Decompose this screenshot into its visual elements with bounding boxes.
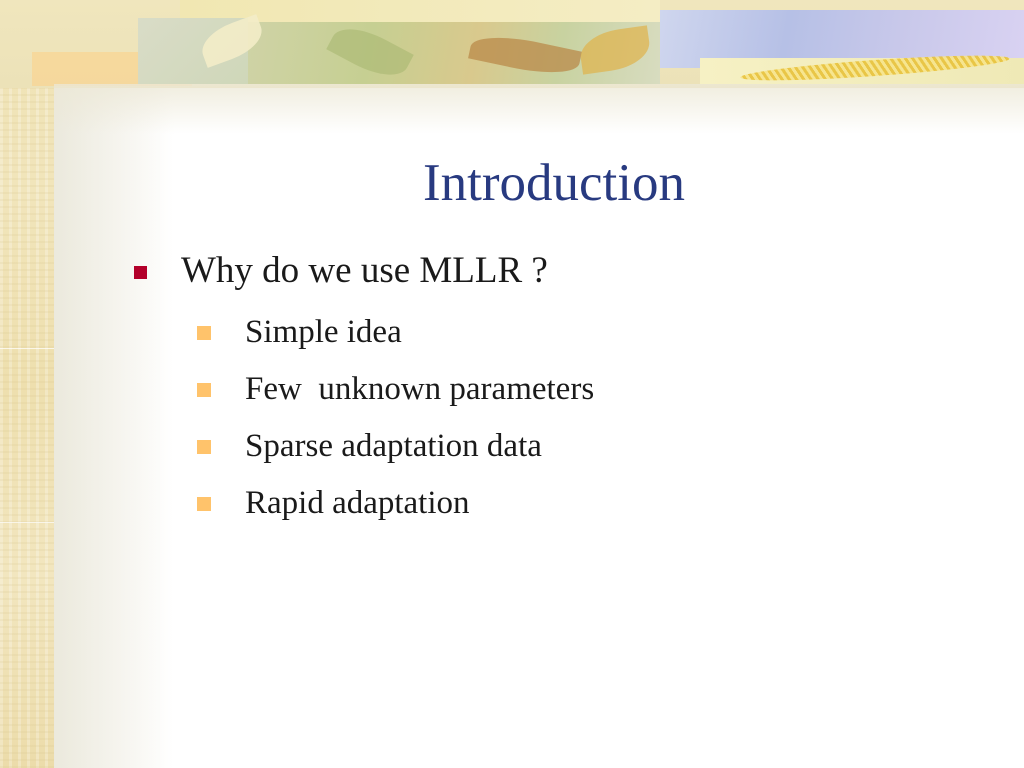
square-bullet-icon bbox=[134, 266, 147, 279]
square-bullet-icon bbox=[197, 326, 211, 340]
square-bullet-icon bbox=[197, 497, 211, 511]
sub-bullet-text: Simple idea bbox=[245, 314, 402, 350]
parchment-strip bbox=[0, 0, 54, 768]
square-bullet-icon bbox=[197, 383, 211, 397]
sub-bullet-text: Few unknown parameters bbox=[245, 371, 595, 407]
sub-bullet-text: Rapid adaptation bbox=[245, 485, 470, 521]
slide-title: Introduction bbox=[423, 154, 685, 212]
decorative-banner bbox=[0, 0, 1024, 88]
strip-seam bbox=[0, 522, 54, 523]
square-bullet-icon bbox=[197, 440, 211, 454]
banner-shadow bbox=[54, 84, 1024, 134]
sub-bullet-text: Sparse adaptation data bbox=[245, 428, 542, 464]
bullet-text: Why do we use MLLR ? bbox=[181, 250, 548, 291]
strip-seam bbox=[0, 348, 54, 349]
